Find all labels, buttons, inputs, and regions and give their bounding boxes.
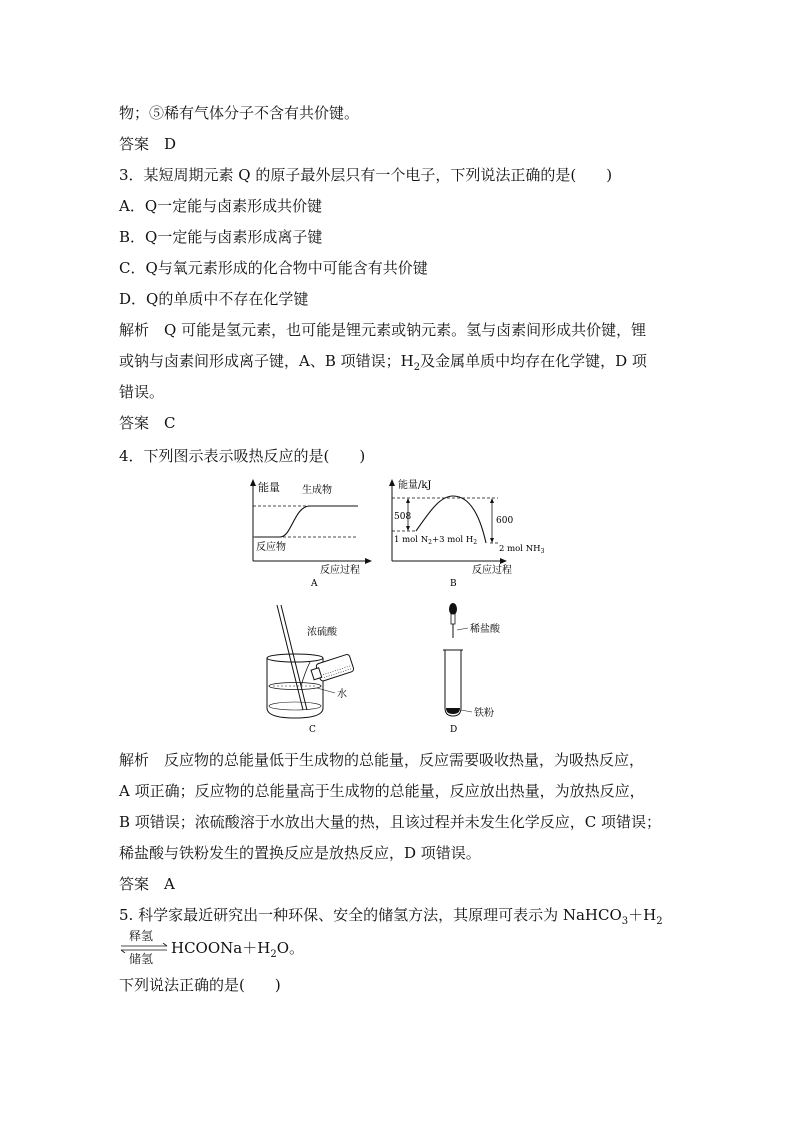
reaction-arrow [119,930,171,966]
question-5-line1 [119,905,663,925]
explanation-3-line3: 错误。 [119,383,165,401]
fig-b-reactants: 1 mol N [394,535,429,545]
svg-text:2 mol NH3 [499,544,545,555]
figure-b [378,476,558,588]
fig-c-water: 水 [337,689,347,700]
option-3c: C．Q与氧元素形成的化合物中可能含有共价键 [119,259,428,277]
arrow-top-label: 释氢 [129,929,154,943]
svg-text:1 mol N2+3 mol H2 [394,535,477,546]
q5-part-d: O。 [276,939,304,957]
fig-b-sub: 2 [473,539,478,546]
fig-b-sub: 3 [540,548,545,555]
explanation-4-line1: 解析 反应物的总能量低于生成物的总能量，反应需要吸收热量，为吸热反应， [119,751,645,769]
fig-b-product: 2 mol NH [499,544,541,554]
answer-line: 答案 D [119,135,177,153]
fig-a-product: 生成物 [302,485,332,496]
question-5-line2 [171,938,304,958]
q5-subscript: 2 [270,949,277,960]
fig-a-reactant: 反应物 [256,542,286,553]
question-5-line3: 下列说法正确的是( ) [119,976,281,994]
exp3-part-b: 及金属单质中均存在化学键，D 项 [420,352,647,370]
fig-a-ylabel: 能量 [258,481,280,494]
answer-line: 答案 C [119,414,176,432]
fig-b-xlabel: 反应过程 [472,565,512,576]
exp3-subscript: 2 [413,362,421,373]
q5-part-b: ＋H [628,906,657,924]
q5-part-a: 5. 科学家最近研究出一种环保、安全的储氢方法，其原理可表示为 NaHCO [119,906,622,924]
figure-c [255,600,400,740]
explanation-3-line1: 解析 Q 可能是氢元素，也可能是锂元素或钠元素。氢与卤素间形成共价键，锂 [119,321,647,339]
fig-a-caption: A [311,579,318,588]
fig-b-val-left: 508 [394,512,412,522]
text-line: 物；⑤稀有气体分子不含有共价键。 [119,104,360,122]
explanation-4-line2: A 项正确；反应物的总能量高于生成物的总能量，反应放出热量，为放热反应， [119,782,645,800]
question-4: 4．下列图示表示吸热反应的是( ) [119,447,366,465]
figure-d [430,600,530,740]
explanation-4-line4: 稀盐酸与铁粉发生的置换反应是放热反应，D 项错误。 [119,844,481,862]
fig-b-sub: 2 [428,539,432,546]
option-3d: D．Q的单质中不存在化学键 [119,290,309,308]
exp3-part-a: 或钠与卤素间形成离子键，A、B 项错误；H [119,352,414,370]
arrow-bottom-label: 储氢 [129,952,154,966]
q5-subscript: 3 [621,916,629,927]
fig-b-ylabel: 能量/kJ [398,480,432,491]
q5-part-c: HCOONa＋H [171,939,271,957]
figure-a [240,476,375,588]
answer-line: 答案 A [119,875,175,893]
fig-d-caption: D [450,725,458,735]
fig-b-caption: B [450,579,457,588]
explanation-4-line3: B 项错误；浓硫酸溶于水放出大量的热，且该过程并未发生化学反应，C 项错误； [119,813,662,831]
fig-d-iron: 铁粉 [474,708,494,719]
explanation-3-line2 [119,351,647,371]
question-3: 3．某短周期元素 Q 的原子最外层只有一个电子，下列说法正确的是( ) [119,166,613,184]
q5-subscript: 2 [656,916,663,927]
fig-b-reactants-mid: +3 mol H [431,535,474,545]
option-3a: A．Q一定能与卤素形成共价键 [119,197,323,215]
fig-d-acid: 稀盐酸 [470,624,500,635]
fig-a-xlabel: 反应过程 [320,565,360,576]
option-3b: B．Q一定能与卤素形成离子键 [119,228,323,246]
fig-c-acid: 浓硫酸 [307,627,337,638]
fig-b-val-right: 600 [496,516,514,526]
fig-c-caption: C [309,725,316,735]
